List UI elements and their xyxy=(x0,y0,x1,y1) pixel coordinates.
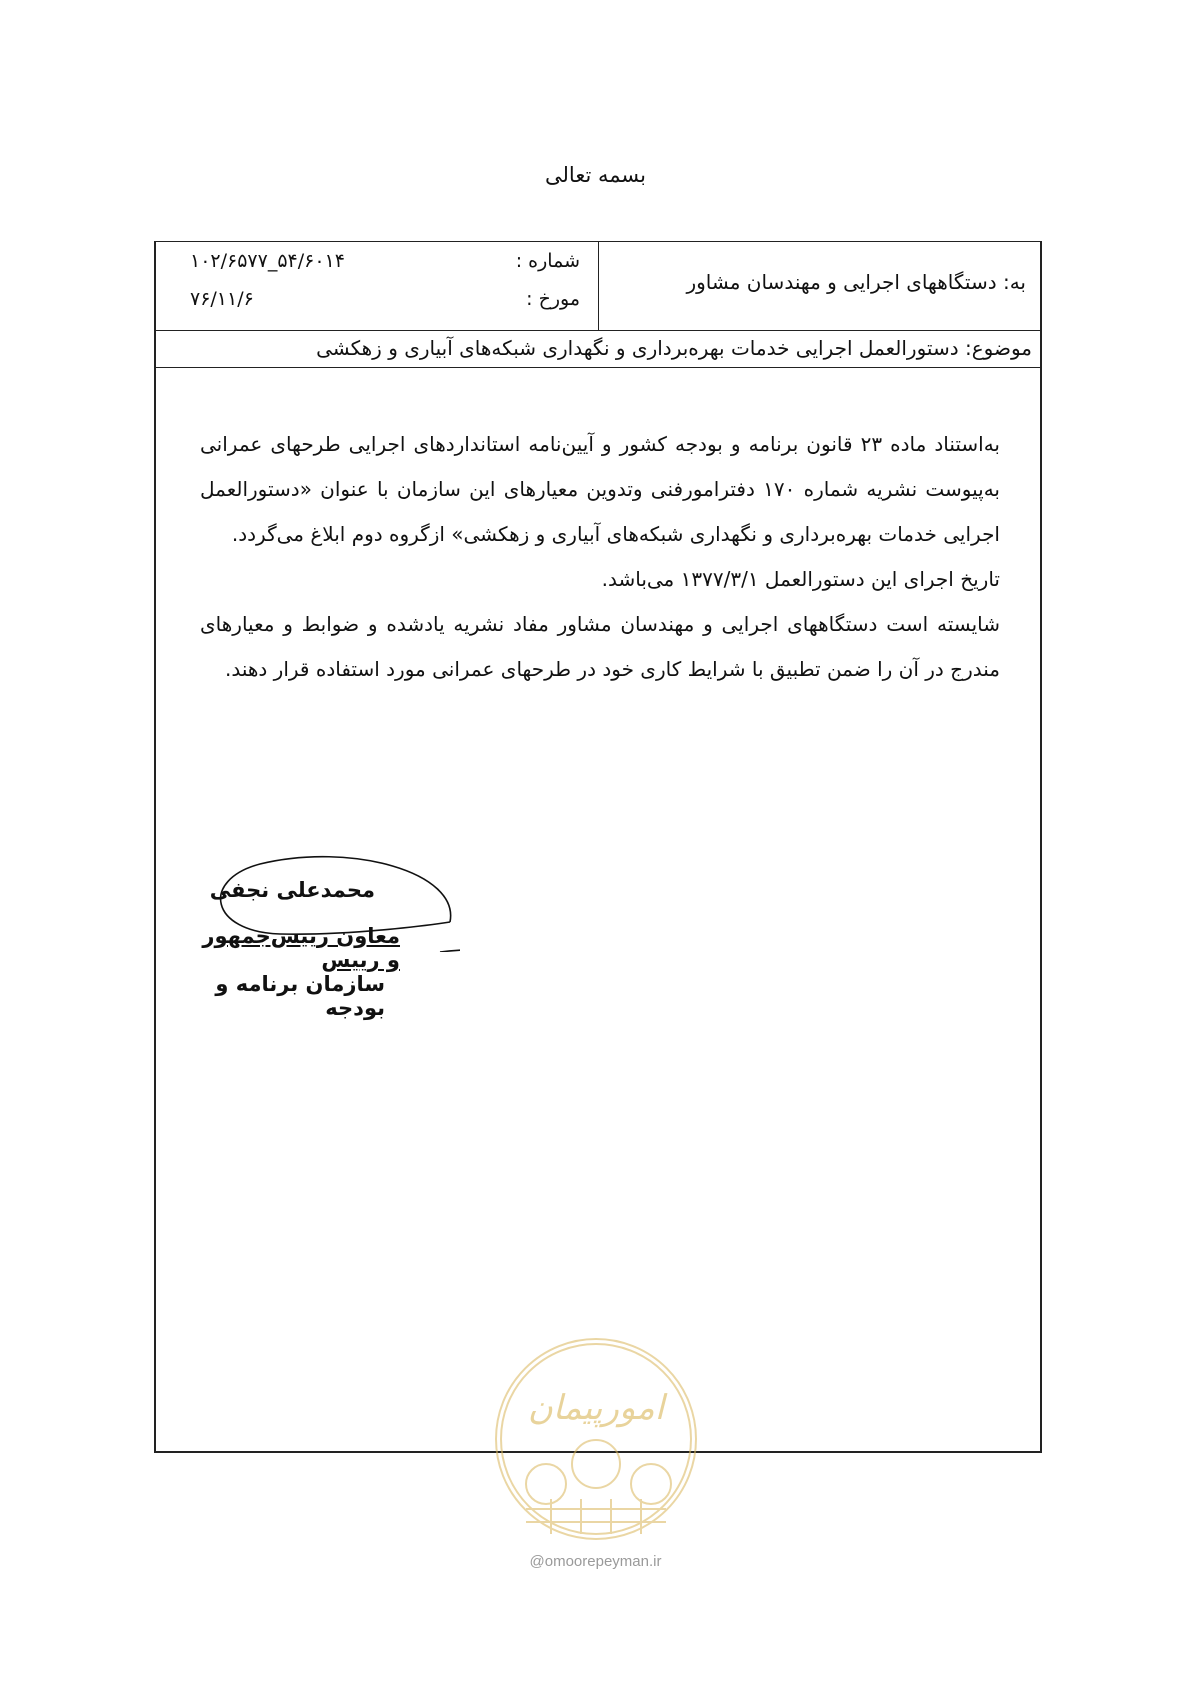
body-paragraph-1: به‌استناد ماده ۲۳ قانون برنامه و بودجه کشور و آیین‌نامه استانداردهای اجرایی طرحهای عمرانی به‌پیوست نشریه شماره ۱۷۰ دفترامورفنی وتدوین معیارهای این سازمان با عنوان «دستورالعمل اجرایی خدمات بهره‌برداری و نگهداری شبکه‌های آبیاری و زهکشی» ازگروه دوم ابلاغ می‌گردد. xyxy=(200,432,1000,546)
signer-name: محمدعلی نجفی xyxy=(209,878,375,902)
svg-text:امورپیمان: امورپیمان xyxy=(527,1388,665,1428)
subject-line: موضوع: دستورالعمل اجرایی خدمات بهره‌برداری و نگهداری شبکه‌های آبیاری و زهکشی xyxy=(156,330,1040,368)
watermark-logo xyxy=(491,1334,701,1544)
number-line xyxy=(180,250,580,280)
website-footer: @omoorepeyman.ir xyxy=(529,1553,662,1570)
signer-title-2: سازمان برنامه و بودجه xyxy=(215,972,385,1020)
date-value: ۷۶/۱۱/۶ xyxy=(190,288,254,310)
number-value: ۱۰۲/۶۵۷۷_۵۴/۶۰۱۴ xyxy=(190,250,345,272)
invocation-title: بسمه تعالی xyxy=(545,163,646,187)
letter-meta xyxy=(156,242,602,330)
letter-frame xyxy=(154,241,1042,1453)
letter-header-row xyxy=(156,242,1040,331)
signature-block xyxy=(190,852,590,1020)
number-label: شماره : xyxy=(515,250,580,272)
body-paragraph-3: شایسته است دستگاههای اجرایی و مهندسان مشاور مفاد نشریه یادشده و ضوابط و معیارهای مندرج در آن را ضمن تطبیق با شرایط کاری خود در طرحهای عمرانی مورد استفاده قرار دهند. xyxy=(200,612,1000,681)
date-label: مورخ : xyxy=(526,288,580,310)
date-line xyxy=(180,288,580,318)
letter-body xyxy=(200,422,1000,692)
body-paragraph-2: تاریخ اجرای این دستورالعمل ۱۳۷۷/۳/۱ می‌باشد. xyxy=(601,567,1000,591)
signer-title-1: معاون رییس‌جمهور و رییس xyxy=(202,924,400,972)
recipient: به: دستگاههای اجرایی و مهندسان مشاور xyxy=(598,242,1040,330)
